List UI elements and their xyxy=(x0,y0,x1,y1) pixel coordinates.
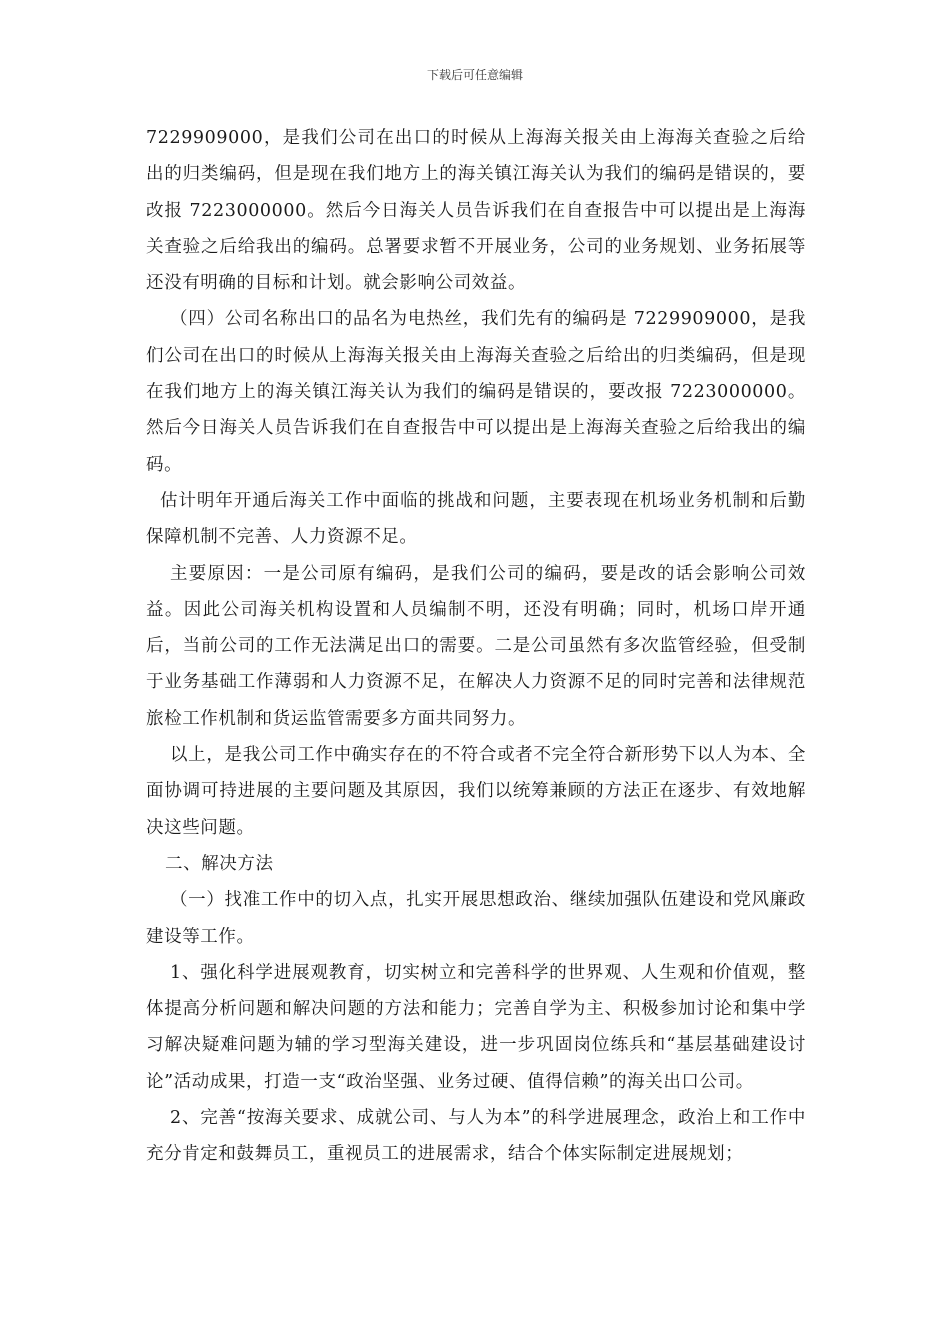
document-body xyxy=(146,120,806,1173)
section-heading-solutions: 二、解决方法 xyxy=(165,853,274,874)
page-header: 下载后可任意编辑 xyxy=(426,68,523,82)
paragraph-section-four: （四）公司名称出口的品名为电热丝，我们先有的编码是 7229909000，是我们公司在出口的时候从上海海关报关由上海海关查验之后给出的归类编码，但是现在我们地方上的海关镇江海关认为我们的编码是错误的，要改报 7223000000。然后今日海关人员告诉我们在自查报告中可以提出是上海海关查验之后给我出的编码。 xyxy=(146,309,806,475)
paragraph-main-reasons: 主要原因：一是公司原有编码，是我们公司的编码，要是改的话会影响公司效益。因此公司海关机构设置和人员编制不明，还没有明确；同时，机场口岸开通后，当前公司的工作无法满足出口的需要。二是公司虽然有多次监管经验，但受制于业务基础工作薄弱和人力资源不足，在解决人力资源不足的同时完善和法律规范旅检工作机制和货运监管需要多方面共同努力。 xyxy=(146,563,806,729)
paragraph-item-2: 2、完善“按海关要求、成就公司、与人为本”的科学进展理念，政治上和工作中充分肯定和鼓舞员工，重视员工的进展需求，结合个体实际制定进展规划； xyxy=(146,1108,806,1165)
paragraph-solution-one: （一）找准工作中的切入点，扎实开展思想政治、继续加强队伍建设和党风廉政建设等工作。 xyxy=(146,890,806,947)
paragraph-challenges: 估计明年开通后海关工作中面临的挑战和问题，主要表现在机场业务机制和后勤保障机制不完善、人力资源不足。 xyxy=(146,490,806,548)
paragraph-item-1: 1、强化科学进展观教育，切实树立和完善科学的世界观、人生观和价值观，整体提高分析问题和解决问题的方法和能力；完善自学为主、积极参加讨论和集中学习解决疑难问题为辅的学习型海关建设，进一步巩固岗位练兵和“基层基础建设讨论”活动成果，打造一支“政治坚强、业务过硬、值得信赖”的海关出口公司。 xyxy=(146,962,806,1092)
paragraph-continuation: 7229909000，是我们公司在出口的时候从上海海关报关由上海海关查验之后给出的归类编码，但是现在我们地方上的海关镇江海关认为我们的编码是错误的，要改报 7223000000。然后今日海关人员告诉我们在自查报告中可以提出是上海海关查验之后给我出的编码。总署要求暂不开展业务，公司的业务规划、业务拓展等还没有明确的目标和计划。就会影响公司效益。 xyxy=(146,128,806,294)
paragraph-summary: 以上，是我公司工作中确实存在的不符合或者不完全符合新形势下以人为本、全面协调可持进展的主要问题及其原因，我们以统筹兼顾的方法正在逐步、有效地解决这些问题。 xyxy=(146,745,806,838)
